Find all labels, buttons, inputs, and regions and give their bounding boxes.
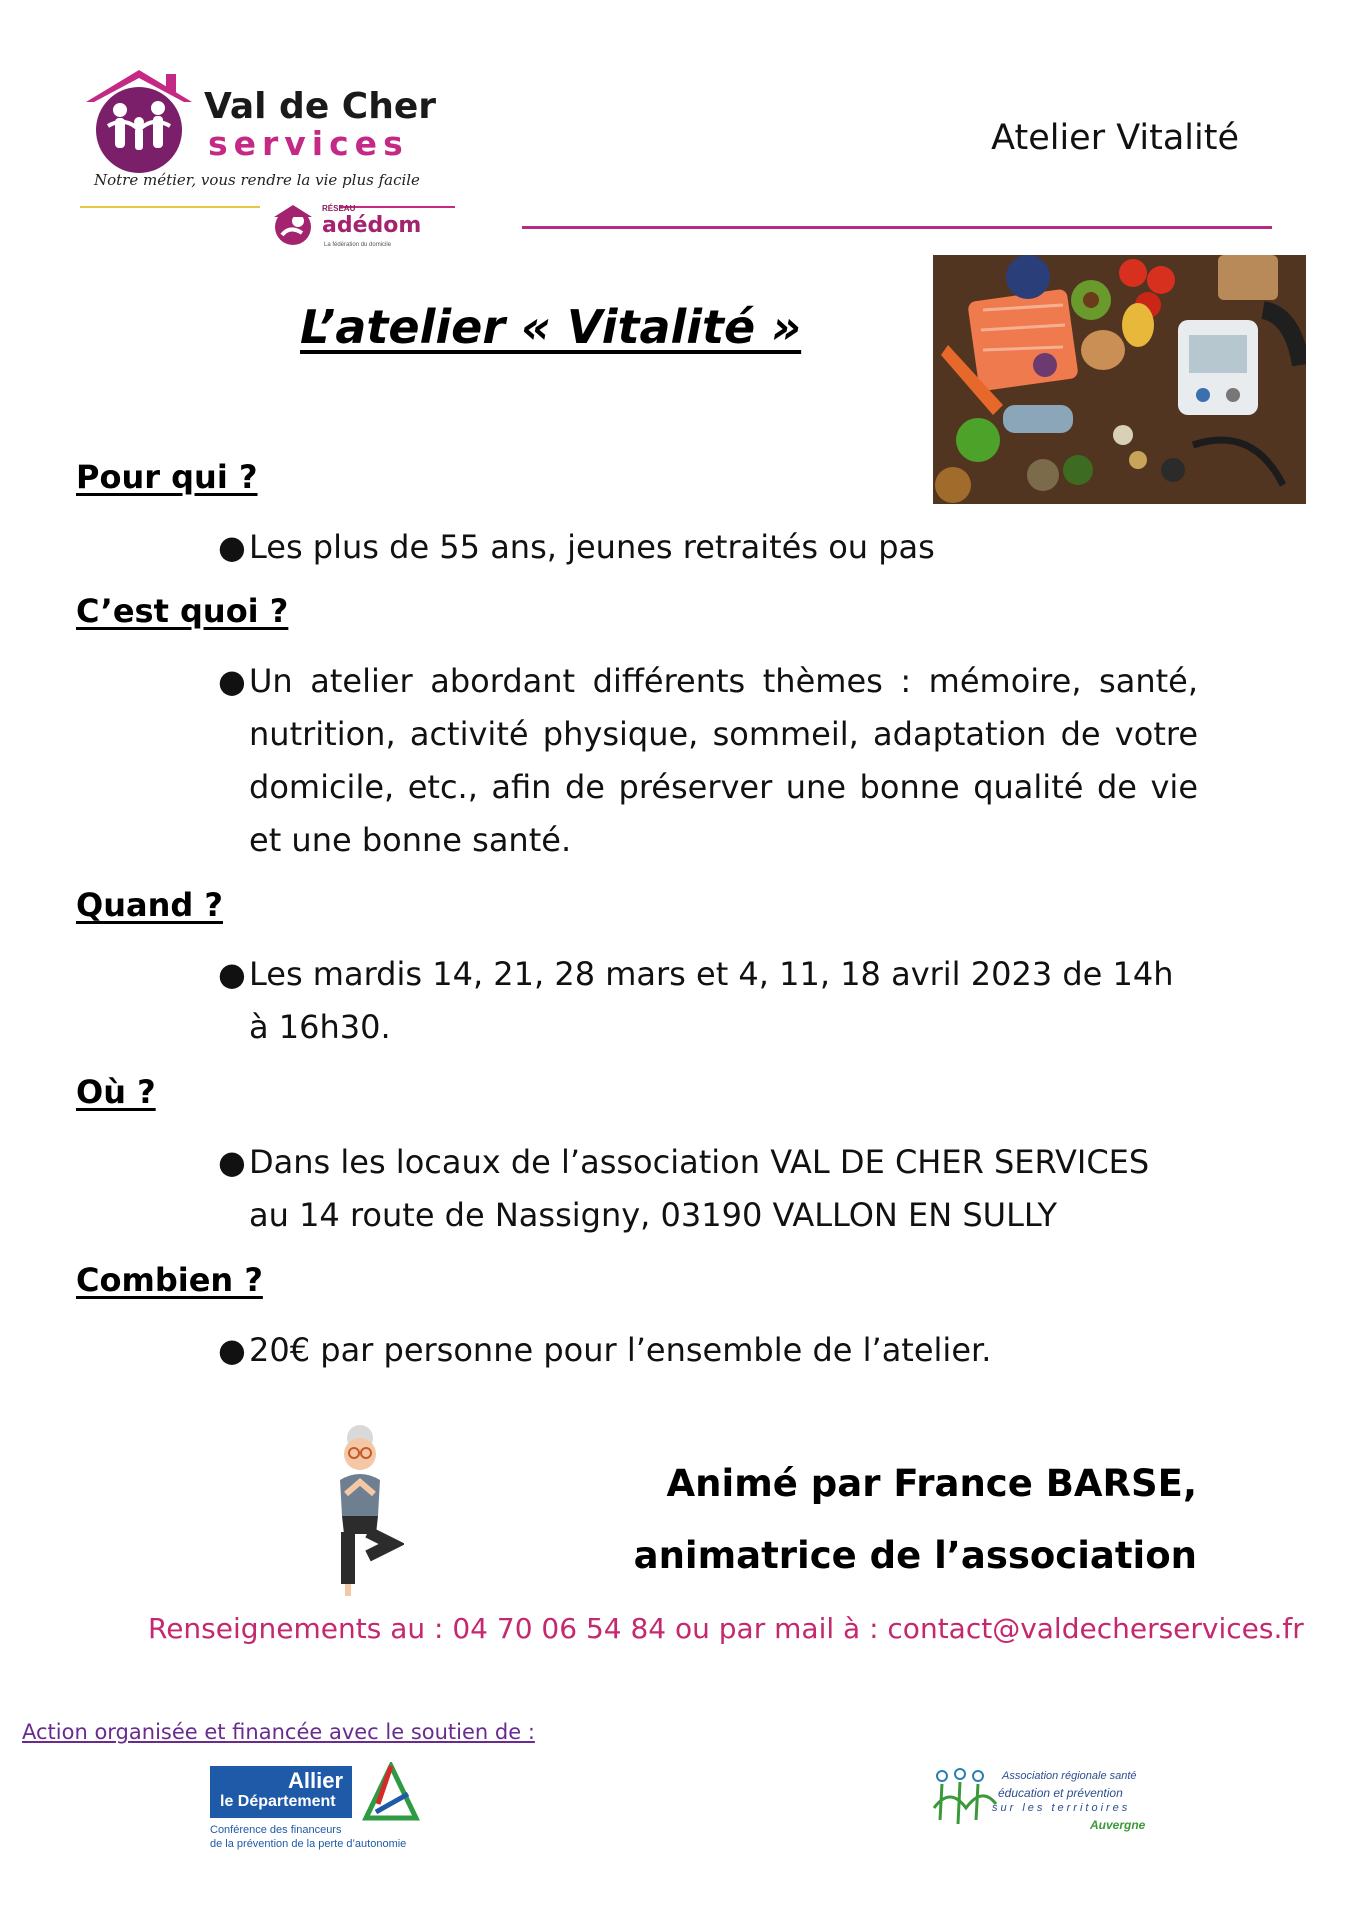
bullet-icon: ● — [218, 1331, 246, 1369]
header-divider — [522, 226, 1272, 229]
aras-people-icon — [930, 1768, 1000, 1832]
animator-line1: Animé par France BARSE, — [666, 1462, 1197, 1505]
logo-tagline: Notre métier, vous rendre la vie plus facile — [94, 171, 420, 189]
house-family-icon — [80, 68, 198, 178]
main-title: L’atelier « Vitalité » — [300, 300, 802, 354]
list-item-text: Un atelier abordant différents thèmes : mémoire, santé, nutrition, activité physique, sommeil, adaptation de votre domicile, etc., afin de préserver une bonne qualité de vie et une bonne santé. — [249, 662, 1198, 859]
allier-departement-logo — [210, 1762, 435, 1860]
list-item-text: Les mardis 14, 21, 28 mars et 4, 11, 18 avril 2023 de 14h à 16h30. — [249, 955, 1174, 1046]
val-de-cher-logo — [80, 68, 460, 258]
adedom-name: adédom — [322, 213, 422, 238]
allier-conference-line2: de la prévention de la perte d’autonomie — [210, 1838, 407, 1850]
yoga-senior-illustration — [318, 1424, 404, 1600]
support-label: Action organisée et financée avec le soutien de : — [22, 1720, 535, 1744]
section-heading-quand: Quand ? — [76, 886, 223, 924]
section-heading-combien: Combien ? — [76, 1261, 263, 1299]
list-item — [218, 1136, 1198, 1242]
list-item — [218, 521, 1198, 574]
list-item-text: Les plus de 55 ans, jeunes retraités ou pas — [249, 528, 935, 566]
contact-info: Renseignements au : 04 70 06 54 84 ou par mail à : contact@valdecherservices.fr — [148, 1612, 1304, 1645]
aras-auvergne-logo — [930, 1762, 1170, 1852]
list-item-text: 20€ par personne pour l’ensemble de l’atelier. — [249, 1331, 992, 1369]
list-item-text: Dans les locaux de l’association VAL DE CHER SERVICES au 14 route de Nassigny, 03190 VALLON EN SULLY — [249, 1143, 1150, 1234]
healthy-food-photo — [933, 255, 1306, 504]
section-heading-ou: Où ? — [76, 1073, 156, 1111]
bullet-icon: ● — [218, 662, 246, 700]
logo-name-line1: Val de Cher — [204, 86, 436, 127]
logo-divider-yellow — [80, 206, 260, 208]
bullet-icon: ● — [218, 1143, 246, 1181]
animator-line2: animatrice de l’association — [633, 1534, 1197, 1577]
section-heading-pour-qui: Pour qui ? — [76, 458, 258, 496]
allier-subtitle: le Département — [220, 1793, 336, 1810]
allier-emblem-icon — [356, 1762, 426, 1824]
bullet-icon: ● — [218, 528, 246, 566]
adedom-reseau-label: RÉSEAU — [322, 204, 356, 213]
list-item — [218, 948, 1198, 1054]
aras-line1: Association régionale santé — [1002, 1770, 1137, 1782]
list-item — [218, 655, 1198, 867]
header-title: Atelier Vitalité — [991, 118, 1239, 158]
allier-title: Allier — [288, 1768, 344, 1793]
bullet-icon: ● — [218, 955, 246, 993]
logo-divider-pink — [340, 206, 455, 208]
section-heading-cest-quoi: C’est quoi ? — [76, 592, 289, 630]
allier-conference-line1: Conférence des financeurs — [210, 1824, 342, 1836]
adedom-icon — [270, 203, 316, 247]
logo-name-line2: services — [208, 124, 409, 163]
aras-line3: sur les territoires — [992, 1802, 1131, 1814]
list-item — [218, 1324, 1198, 1377]
aras-line4: Auvergne — [1090, 1818, 1146, 1832]
adedom-subtitle: La fédération du domicile — [324, 242, 392, 248]
aras-line2: éducation et prévention — [998, 1786, 1123, 1800]
